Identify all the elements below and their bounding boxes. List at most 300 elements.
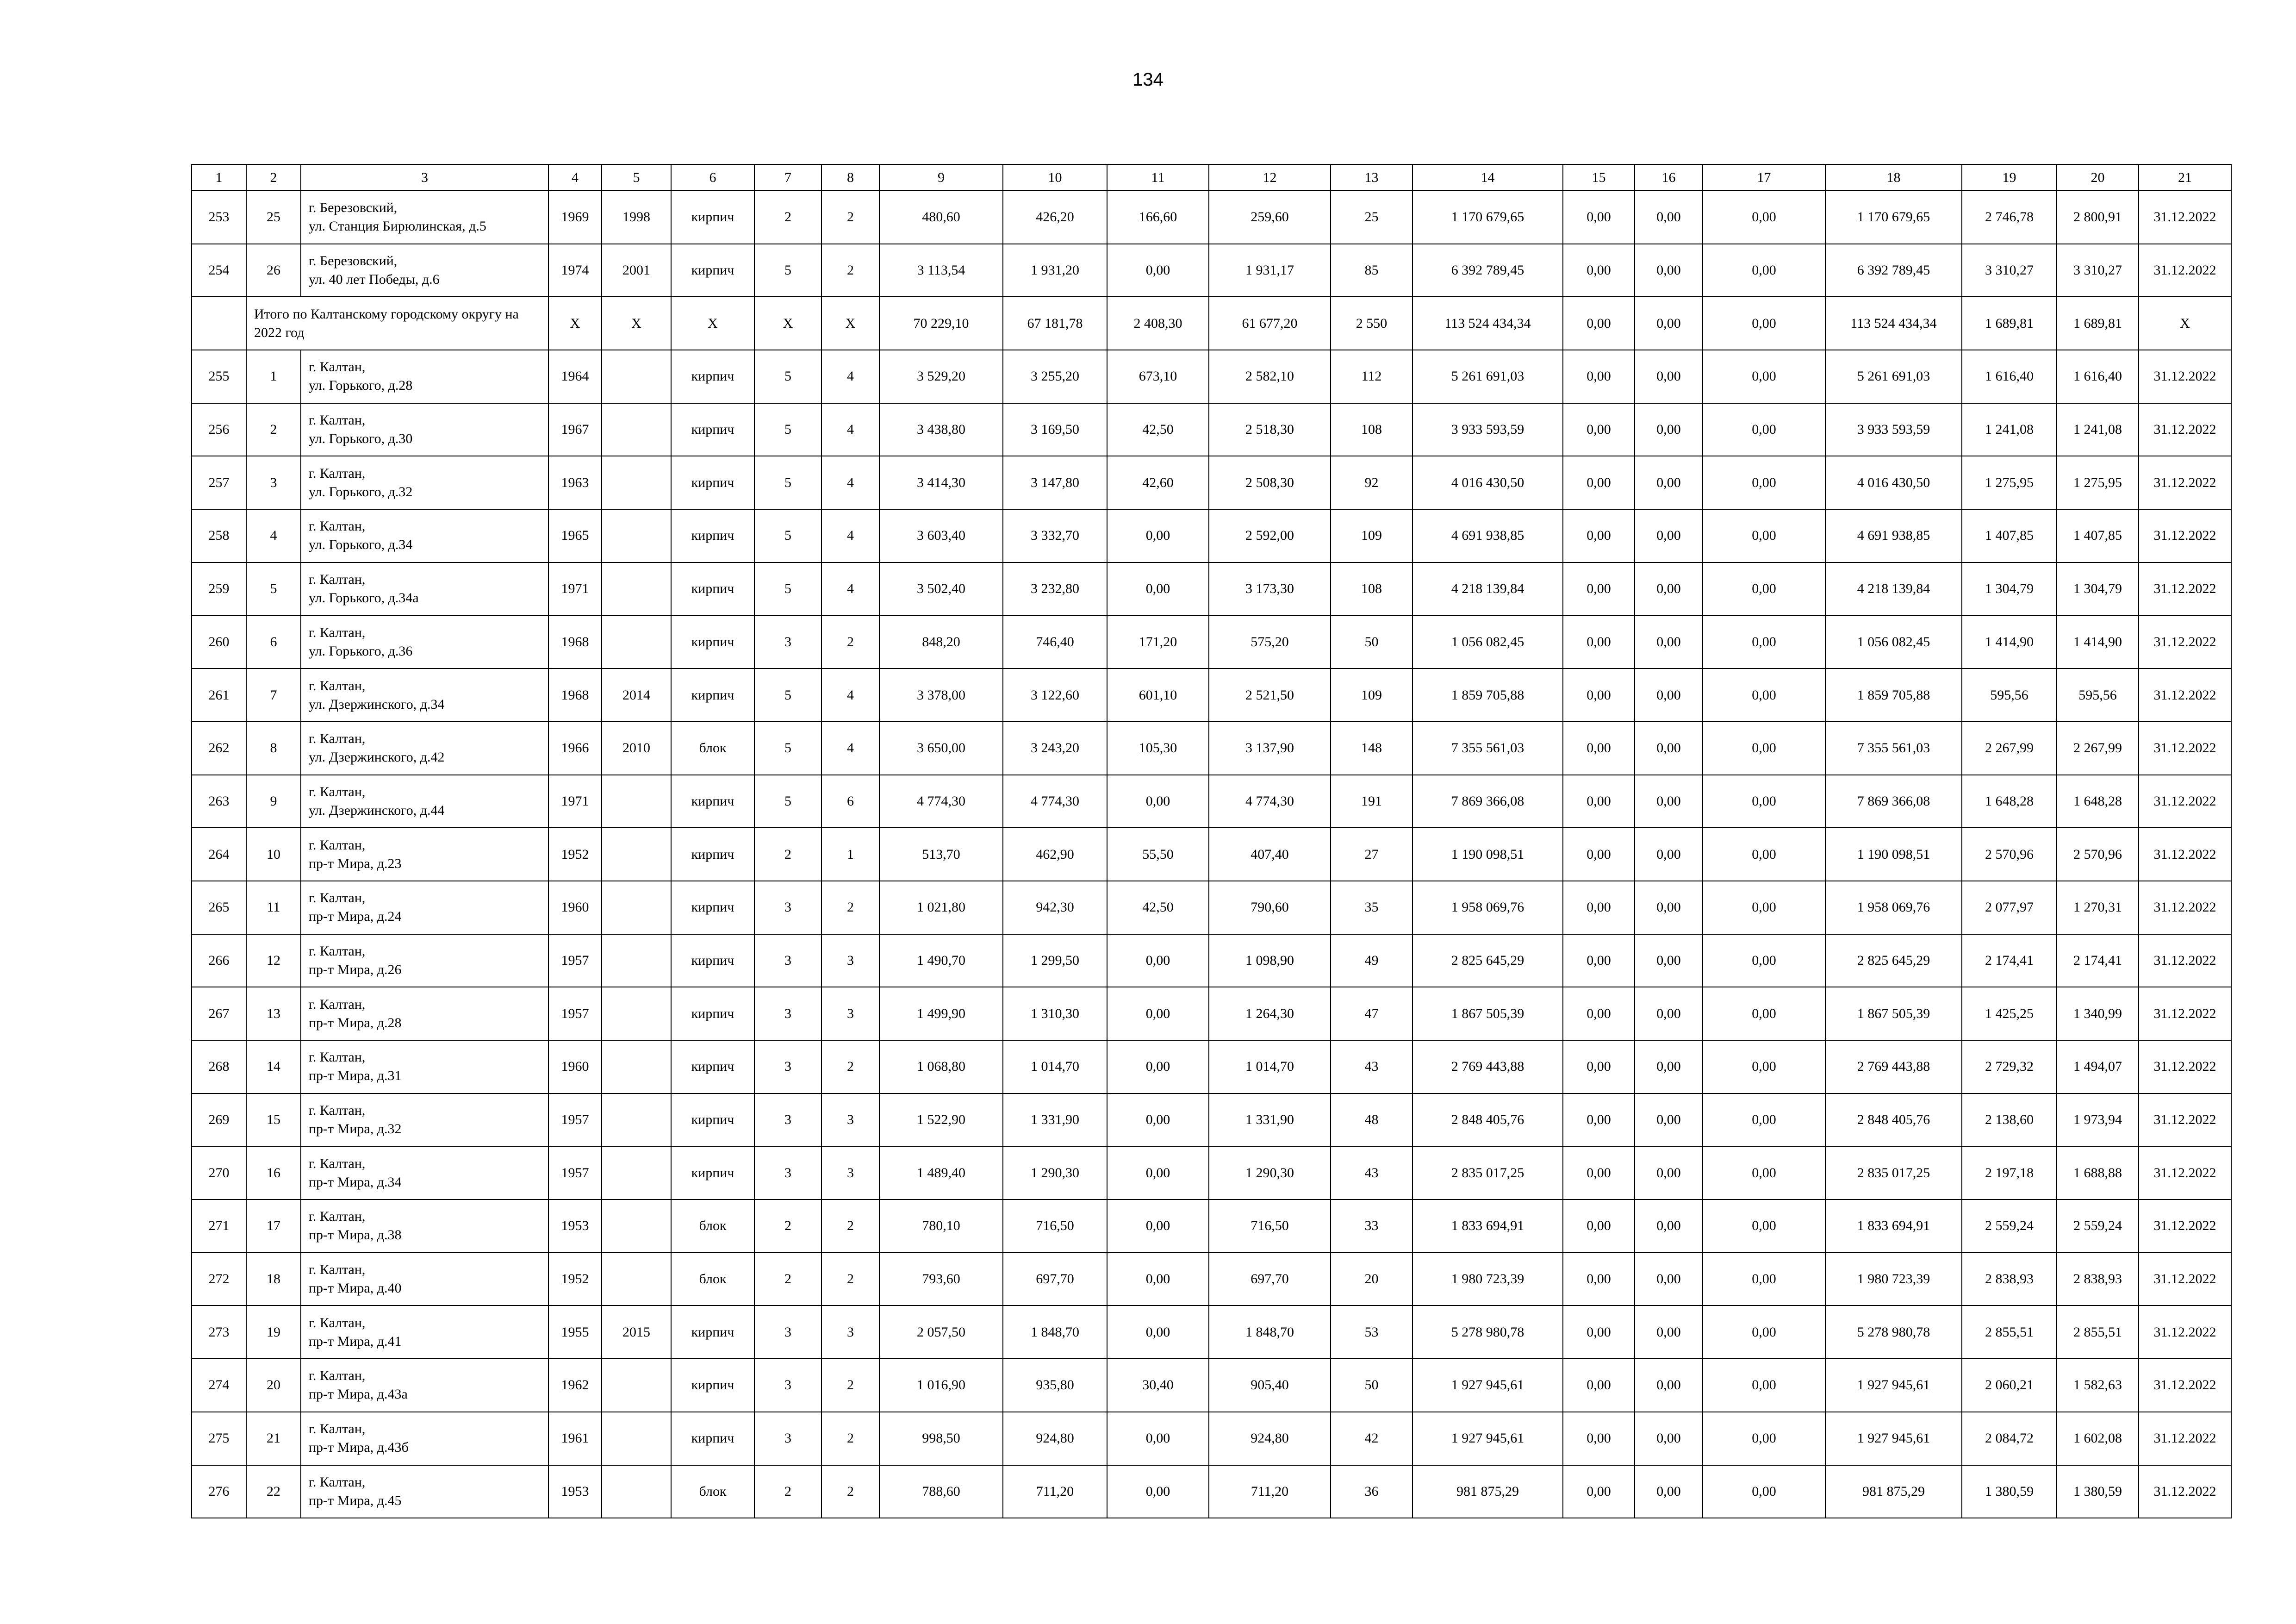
cell-col-12: 905,40	[1209, 1359, 1331, 1412]
cell-col-8: 2	[821, 191, 879, 244]
cell-col-18: 1 958 069,76	[1825, 881, 1962, 934]
cell-col-13: 50	[1331, 616, 1412, 669]
cell-col-20: 1 689,81	[2057, 297, 2139, 350]
address-city: г. Калтан,	[309, 731, 366, 747]
cell-col-11: 0,00	[1107, 1146, 1209, 1199]
column-number-header: 6	[671, 164, 754, 191]
address-street: пр-т Мира, д.43б	[309, 1440, 409, 1455]
cell-col-20: 1 304,79	[2057, 562, 2139, 616]
row-number: 275	[192, 1412, 246, 1465]
cell-col-12: 2 518,30	[1209, 403, 1331, 456]
cell-col-13: 2 550	[1331, 297, 1412, 350]
row-number: 261	[192, 668, 246, 722]
cell-col-9: 3 438,80	[879, 403, 1003, 456]
address-city: г. Калтан,	[309, 1103, 366, 1118]
address-city: г. Березовский,	[309, 200, 398, 216]
cell-col-8: 3	[821, 1093, 879, 1147]
table-row	[192, 1199, 2231, 1253]
cell-col-13: 36	[1331, 1465, 1412, 1518]
cell-col-10: 711,20	[1003, 1465, 1107, 1518]
local-number: 5	[246, 562, 301, 616]
cell-col-13: 49	[1331, 934, 1412, 987]
cell-col-7: 5	[754, 562, 821, 616]
cell-col-7: 3	[754, 1146, 821, 1199]
cell-col-18: 1 867 505,39	[1825, 987, 1962, 1040]
cell-col-11: 0,00	[1107, 1040, 1209, 1093]
cell-col-9: 513,70	[879, 828, 1003, 881]
cell-col-4: 1971	[548, 775, 602, 828]
cell-col-11: 0,00	[1107, 1093, 1209, 1147]
cell-col-7: 5	[754, 403, 821, 456]
cell-col-20: 1 616,40	[2057, 350, 2139, 403]
cell-col-19: 1 648,28	[1962, 775, 2057, 828]
cell-col-12: 3 137,90	[1209, 722, 1331, 775]
cell-col-13: 108	[1331, 562, 1412, 616]
cell-col-14: 1 980 723,39	[1412, 1253, 1563, 1306]
cell-col-16: 0,00	[1635, 775, 1703, 828]
cell-col-12: 3 173,30	[1209, 562, 1331, 616]
cell-col-10: 4 774,30	[1003, 775, 1107, 828]
cell-col-11: 0,00	[1107, 1253, 1209, 1306]
cell-col-6: кирпич	[671, 1040, 754, 1093]
cell-col-6: кирпич	[671, 244, 754, 297]
address-street: ул. 40 лет Победы, д.6	[309, 272, 440, 287]
cell-col-12: 697,70	[1209, 1253, 1331, 1306]
cell-col-7: 5	[754, 722, 821, 775]
cell-col-16: 0,00	[1635, 1253, 1703, 1306]
cell-col-8: 2	[821, 1359, 879, 1412]
cell-col-6: кирпич	[671, 350, 754, 403]
cell-col-19: 1 414,90	[1962, 616, 2057, 669]
cell-col-21: 31.12.2022	[2139, 1040, 2231, 1093]
cell-col-15: 0,00	[1563, 1359, 1635, 1412]
table-row	[192, 562, 2231, 616]
cell-col-18: 1 833 694,91	[1825, 1199, 1962, 1253]
cell-col-13: 50	[1331, 1359, 1412, 1412]
address-city: г. Калтан,	[309, 943, 366, 959]
table-row	[192, 1093, 2231, 1147]
table-row	[192, 1465, 2231, 1518]
cell-col-13: 191	[1331, 775, 1412, 828]
column-number-header: 16	[1635, 164, 1703, 191]
cell-col-9: 3 529,20	[879, 350, 1003, 403]
address-cell	[301, 1146, 548, 1199]
cell-col-19: 1 275,95	[1962, 456, 2057, 509]
address-city: г. Калтан,	[309, 890, 366, 906]
cell-col-12: 407,40	[1209, 828, 1331, 881]
cell-col-17: 0,00	[1703, 987, 1825, 1040]
cell-col-19: 2 729,32	[1962, 1040, 2057, 1093]
column-number-header: 10	[1003, 164, 1107, 191]
cell-col-21: 31.12.2022	[2139, 722, 2231, 775]
cell-col-6: кирпич	[671, 403, 754, 456]
row-number: 268	[192, 1040, 246, 1093]
cell-col-5	[602, 1199, 671, 1253]
cell-col-20: 2 570,96	[2057, 828, 2139, 881]
address-cell	[301, 775, 548, 828]
row-number: 262	[192, 722, 246, 775]
row-number: 256	[192, 403, 246, 456]
cell-col-5	[602, 934, 671, 987]
total-row	[192, 297, 2231, 350]
cell-col-12: 1 014,70	[1209, 1040, 1331, 1093]
row-number: 264	[192, 828, 246, 881]
cell-col-4: 1968	[548, 616, 602, 669]
cell-col-18: 2 769 443,88	[1825, 1040, 1962, 1093]
cell-col-11: 30,40	[1107, 1359, 1209, 1412]
cell-col-16: 0,00	[1635, 1146, 1703, 1199]
address-street: ул. Дзержинского, д.42	[309, 750, 445, 765]
cell-col-16: 0,00	[1635, 191, 1703, 244]
cell-col-18: 1 980 723,39	[1825, 1253, 1962, 1306]
cell-col-5: 2015	[602, 1305, 671, 1359]
table-row	[192, 987, 2231, 1040]
cell-col-5: 2014	[602, 668, 671, 722]
cell-col-16: 0,00	[1635, 403, 1703, 456]
cell-col-12: 2 508,30	[1209, 456, 1331, 509]
cell-col-4: 1952	[548, 828, 602, 881]
local-number: 15	[246, 1093, 301, 1147]
cell-col-17: 0,00	[1703, 668, 1825, 722]
cell-col-11: 2 408,30	[1107, 297, 1209, 350]
cell-col-10: 1 331,90	[1003, 1093, 1107, 1147]
cell-col-18: 6 392 789,45	[1825, 244, 1962, 297]
cell-col-20: 1 582,63	[2057, 1359, 2139, 1412]
address-cell	[301, 562, 548, 616]
cell-col-17: 0,00	[1703, 562, 1825, 616]
cell-col-17: 0,00	[1703, 1199, 1825, 1253]
address-cell	[301, 1040, 548, 1093]
local-number: 7	[246, 668, 301, 722]
cell-col-16: 0,00	[1635, 297, 1703, 350]
cell-col-7: 3	[754, 1305, 821, 1359]
local-number: 8	[246, 722, 301, 775]
cell-col-21: 31.12.2022	[2139, 403, 2231, 456]
cell-col-13: 35	[1331, 881, 1412, 934]
cell-col-7: 5	[754, 668, 821, 722]
address-street: пр-т Мира, д.26	[309, 962, 402, 977]
page-number: 134	[1132, 69, 1164, 90]
cell-col-7: 2	[754, 1199, 821, 1253]
row-number: 253	[192, 191, 246, 244]
cell-col-19: 1 241,08	[1962, 403, 2057, 456]
cell-col-17: 0,00	[1703, 456, 1825, 509]
cell-col-4: 1968	[548, 668, 602, 722]
cell-col-14: 1 056 082,45	[1412, 616, 1563, 669]
address-city: г. Калтан,	[309, 1049, 366, 1065]
cell-col-10: 697,70	[1003, 1253, 1107, 1306]
cell-col-13: 47	[1331, 987, 1412, 1040]
cell-col-15: 0,00	[1563, 881, 1635, 934]
cell-col-17: 0,00	[1703, 775, 1825, 828]
cell-col-19: 2 838,93	[1962, 1253, 2057, 1306]
cell-col-18: 1 859 705,88	[1825, 668, 1962, 722]
cell-col-10: 942,30	[1003, 881, 1107, 934]
table-row	[192, 775, 2231, 828]
cell-col-7: 5	[754, 509, 821, 562]
row-number: 257	[192, 456, 246, 509]
cell-col-6: X	[671, 297, 754, 350]
cell-col-8: 2	[821, 1465, 879, 1518]
cell-col-10: 3 169,50	[1003, 403, 1107, 456]
cell-col-14: 7 355 561,03	[1412, 722, 1563, 775]
cell-col-11: 55,50	[1107, 828, 1209, 881]
cell-col-17: 0,00	[1703, 1465, 1825, 1518]
cell-col-10: 924,80	[1003, 1412, 1107, 1465]
table-row	[192, 616, 2231, 669]
cell-col-17: 0,00	[1703, 297, 1825, 350]
cell-col-16: 0,00	[1635, 509, 1703, 562]
cell-col-13: 48	[1331, 1093, 1412, 1147]
cell-col-12: 61 677,20	[1209, 297, 1331, 350]
cell-col-16: 0,00	[1635, 456, 1703, 509]
cell-col-13: 25	[1331, 191, 1412, 244]
cell-col-15: 0,00	[1563, 668, 1635, 722]
cell-col-16: 0,00	[1635, 881, 1703, 934]
cell-col-20: 2 838,93	[2057, 1253, 2139, 1306]
cell-col-8: 3	[821, 987, 879, 1040]
cell-col-4: 1965	[548, 509, 602, 562]
cell-col-15: 0,00	[1563, 1465, 1635, 1518]
address-street: ул. Горького, д.30	[309, 431, 413, 447]
cell-col-4: 1957	[548, 1146, 602, 1199]
cell-col-6: кирпич	[671, 934, 754, 987]
cell-col-19: 2 570,96	[1962, 828, 2057, 881]
cell-col-20: 595,56	[2057, 668, 2139, 722]
address-cell	[301, 828, 548, 881]
cell-col-7: 5	[754, 350, 821, 403]
local-number: 10	[246, 828, 301, 881]
cell-col-7: 3	[754, 1359, 821, 1412]
cell-col-19: 2 138,60	[1962, 1093, 2057, 1147]
cell-col-6: кирпич	[671, 616, 754, 669]
address-cell	[301, 1253, 548, 1306]
row-number: 254	[192, 244, 246, 297]
address-city: г. Калтан,	[309, 1156, 366, 1171]
cell-col-14: 3 933 593,59	[1412, 403, 1563, 456]
address-city: г. Калтан,	[309, 837, 366, 853]
cell-col-12: 711,20	[1209, 1465, 1331, 1518]
cell-col-5	[602, 775, 671, 828]
cell-col-6: блок	[671, 1465, 754, 1518]
row-number: 273	[192, 1305, 246, 1359]
cell-col-9: 70 229,10	[879, 297, 1003, 350]
column-number-header: 2	[246, 164, 301, 191]
cell-col-12: 1 848,70	[1209, 1305, 1331, 1359]
address-city: г. Калтан,	[309, 412, 366, 428]
cell-col-11: 0,00	[1107, 562, 1209, 616]
cell-col-15: 0,00	[1563, 562, 1635, 616]
cell-col-11: 105,30	[1107, 722, 1209, 775]
address-street: пр-т Мира, д.28	[309, 1015, 402, 1031]
table-row	[192, 350, 2231, 403]
cell-col-7: 5	[754, 244, 821, 297]
cell-col-14: 4 218 139,84	[1412, 562, 1563, 616]
cell-col-15: 0,00	[1563, 828, 1635, 881]
cell-col-13: 85	[1331, 244, 1412, 297]
address-cell	[301, 1465, 548, 1518]
column-number-header: 5	[602, 164, 671, 191]
cell-col-4: 1953	[548, 1465, 602, 1518]
cell-col-4: 1967	[548, 403, 602, 456]
cell-col-7: 5	[754, 456, 821, 509]
cell-col-11: 0,00	[1107, 509, 1209, 562]
cell-col-15: 0,00	[1563, 456, 1635, 509]
cell-col-8: 3	[821, 1146, 879, 1199]
cell-col-15: 0,00	[1563, 1146, 1635, 1199]
address-cell	[301, 509, 548, 562]
cell-col-18: 981 875,29	[1825, 1465, 1962, 1518]
cell-col-20: 1 494,07	[2057, 1040, 2139, 1093]
local-number: 4	[246, 509, 301, 562]
row-number: 259	[192, 562, 246, 616]
cell-col-5: 1998	[602, 191, 671, 244]
cell-col-8: 2	[821, 881, 879, 934]
cell-col-9: 1 021,80	[879, 881, 1003, 934]
cell-col-14: 1 927 945,61	[1412, 1359, 1563, 1412]
cell-col-5	[602, 509, 671, 562]
cell-col-14: 5 278 980,78	[1412, 1305, 1563, 1359]
column-number-header: 3	[301, 164, 548, 191]
cell-col-10: 1 848,70	[1003, 1305, 1107, 1359]
cell-col-14: 1 190 098,51	[1412, 828, 1563, 881]
cell-col-14: 1 958 069,76	[1412, 881, 1563, 934]
cell-col-4: 1957	[548, 987, 602, 1040]
cell-col-11: 0,00	[1107, 1199, 1209, 1253]
address-street: ул. Горького, д.34	[309, 537, 413, 553]
cell-col-21: 31.12.2022	[2139, 509, 2231, 562]
cell-col-20: 1 973,94	[2057, 1093, 2139, 1147]
table-row	[192, 191, 2231, 244]
cell-col-11: 42,60	[1107, 456, 1209, 509]
cell-col-18: 5 261 691,03	[1825, 350, 1962, 403]
address-city: г. Калтан,	[309, 1421, 366, 1437]
address-cell	[301, 1199, 548, 1253]
cell-col-9: 1 490,70	[879, 934, 1003, 987]
cell-col-15: 0,00	[1563, 297, 1635, 350]
cell-col-16: 0,00	[1635, 1199, 1703, 1253]
address-city: г. Калтан,	[309, 625, 366, 640]
cell-col-18: 4 016 430,50	[1825, 456, 1962, 509]
cell-col-15: 0,00	[1563, 1253, 1635, 1306]
cell-col-20: 1 275,95	[2057, 456, 2139, 509]
cell-col-20: 1 340,99	[2057, 987, 2139, 1040]
cell-col-10: 1 931,20	[1003, 244, 1107, 297]
cell-col-17: 0,00	[1703, 1412, 1825, 1465]
column-number-header: 4	[548, 164, 602, 191]
table-row	[192, 1305, 2231, 1359]
column-number-header: 14	[1412, 164, 1563, 191]
cell-col-5	[602, 1253, 671, 1306]
cell-col-18: 2 835 017,25	[1825, 1146, 1962, 1199]
cell-col-19: 1 380,59	[1962, 1465, 2057, 1518]
cell-col-20: 1 648,28	[2057, 775, 2139, 828]
cell-col-18: 3 933 593,59	[1825, 403, 1962, 456]
cell-col-18: 1 927 945,61	[1825, 1359, 1962, 1412]
cell-col-11: 0,00	[1107, 934, 1209, 987]
cell-col-19: 1 616,40	[1962, 350, 2057, 403]
cell-col-8: 2	[821, 1253, 879, 1306]
row-number: 263	[192, 775, 246, 828]
table-row	[192, 934, 2231, 987]
row-number: 265	[192, 881, 246, 934]
cell-col-8: 4	[821, 456, 879, 509]
local-number: 3	[246, 456, 301, 509]
address-street: пр-т Мира, д.31	[309, 1068, 402, 1084]
cell-col-5	[602, 987, 671, 1040]
cell-col-13: 148	[1331, 722, 1412, 775]
cell-col-8: 2	[821, 1199, 879, 1253]
cell-col-21: 31.12.2022	[2139, 616, 2231, 669]
address-street: ул. Горького, д.28	[309, 378, 413, 394]
cell-col-9: 3 414,30	[879, 456, 1003, 509]
row-number: 276	[192, 1465, 246, 1518]
table-row	[192, 509, 2231, 562]
cell-col-18: 5 278 980,78	[1825, 1305, 1962, 1359]
cell-col-14: 981 875,29	[1412, 1465, 1563, 1518]
cell-col-9: 480,60	[879, 191, 1003, 244]
cell-col-18: 1 056 082,45	[1825, 616, 1962, 669]
cell-col-11: 171,20	[1107, 616, 1209, 669]
address-street: ул. Горького, д.34а	[309, 590, 419, 606]
cell-col-9: 3 113,54	[879, 244, 1003, 297]
table-row	[192, 722, 2231, 775]
cell-col-8: 6	[821, 775, 879, 828]
cell-col-14: 4 016 430,50	[1412, 456, 1563, 509]
cell-col-12: 924,80	[1209, 1412, 1331, 1465]
cell-col-16: 0,00	[1635, 1093, 1703, 1147]
cell-col-4: 1969	[548, 191, 602, 244]
cell-col-14: 113 524 434,34	[1412, 297, 1563, 350]
address-city: г. Калтан,	[309, 784, 366, 800]
address-street: пр-т Мира, д.41	[309, 1333, 402, 1349]
cell-col-15: 0,00	[1563, 350, 1635, 403]
cell-col-4: 1957	[548, 1093, 602, 1147]
cell-col-17: 0,00	[1703, 722, 1825, 775]
column-number-header: 20	[2057, 164, 2139, 191]
cell-col-12: 1 264,30	[1209, 987, 1331, 1040]
table-row	[192, 1040, 2231, 1093]
local-number: 13	[246, 987, 301, 1040]
table-row	[192, 1359, 2231, 1412]
cell-col-14: 1 170 679,65	[1412, 191, 1563, 244]
cell-col-10: 3 122,60	[1003, 668, 1107, 722]
address-street: пр-т Мира, д.40	[309, 1280, 402, 1296]
cell-col-10: 3 243,20	[1003, 722, 1107, 775]
cell-col-12: 790,60	[1209, 881, 1331, 934]
cell-col-4: 1953	[548, 1199, 602, 1253]
cell-col-21: 31.12.2022	[2139, 668, 2231, 722]
cell-col-21: 31.12.2022	[2139, 1465, 2231, 1518]
local-number: 16	[246, 1146, 301, 1199]
cell-col-20: 1 602,08	[2057, 1412, 2139, 1465]
cell-col-16: 0,00	[1635, 828, 1703, 881]
cell-col-20: 1 270,31	[2057, 881, 2139, 934]
local-number: 1	[246, 350, 301, 403]
cell-col-7: 2	[754, 191, 821, 244]
address-cell	[301, 1093, 548, 1147]
cell-col-9: 1 068,80	[879, 1040, 1003, 1093]
cell-col-10: 1 299,50	[1003, 934, 1107, 987]
column-number-header: 15	[1563, 164, 1635, 191]
cell-col-20: 1 241,08	[2057, 403, 2139, 456]
address-city: г. Калтан,	[309, 1262, 366, 1278]
cell-col-13: 43	[1331, 1040, 1412, 1093]
address-cell	[301, 722, 548, 775]
cell-col-13: 112	[1331, 350, 1412, 403]
cell-col-17: 0,00	[1703, 1093, 1825, 1147]
cell-col-20: 2 800,91	[2057, 191, 2139, 244]
